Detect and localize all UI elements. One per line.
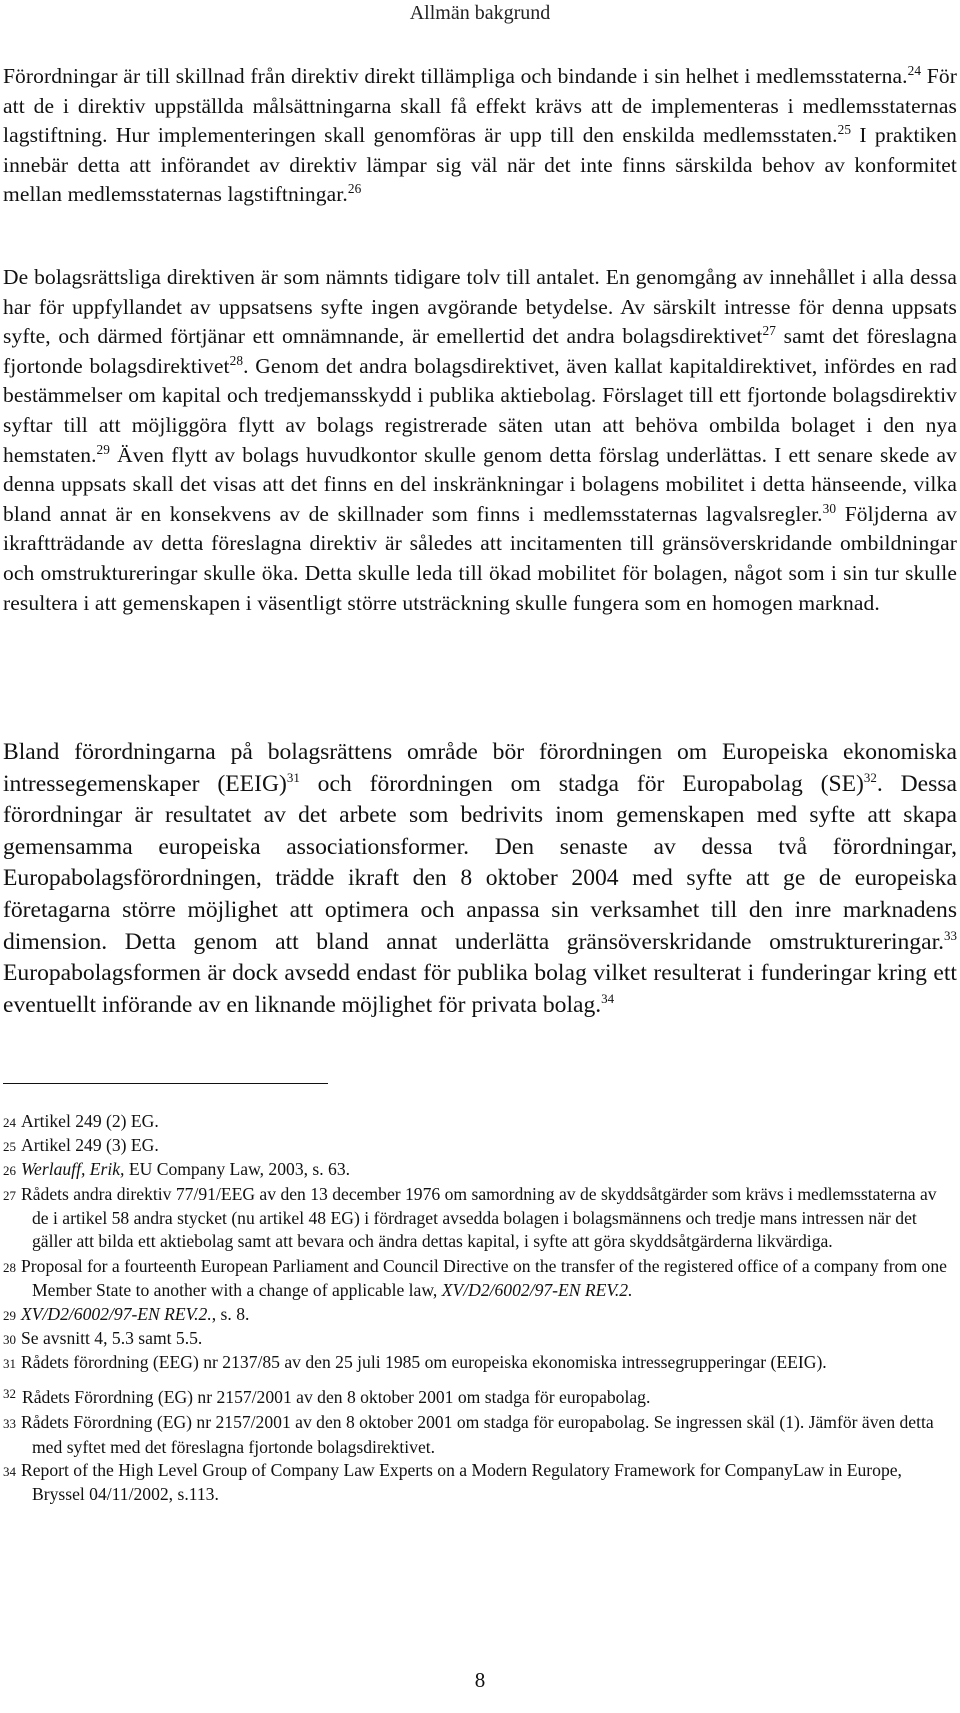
footnote-number: 28 xyxy=(3,1260,16,1276)
footnote-number: 30 xyxy=(3,1331,16,1347)
footnote-27 xyxy=(3,1183,957,1254)
footnote-ref-33[interactable]: 33 xyxy=(944,927,957,943)
footnote-number: 34 xyxy=(3,1463,16,1479)
footnote-ref-24[interactable]: 24 xyxy=(907,62,922,78)
paragraph-forordningar xyxy=(3,737,957,1021)
paragraph-text: . Dessa förordningar är resultatet av det arbete som bedrivits inom gemenskapen med syfte att skapa gemensamma europeiska associationsformer. Den senaste av dessa två förordningar, Europabolagsförordningen, trädde ikraft den 8 oktober 2004 med syfte att ge de europeiska företagarna större möjlighet att optimera och anpassa sin verksamhet till den inre marknadens dimension. Detta genom att bland annat underlätta gränsöverskridande omstruktureringar. xyxy=(3,770,957,955)
footnote-33 xyxy=(3,1411,957,1458)
footnote-number: 27 xyxy=(3,1187,16,1203)
footnote-26 xyxy=(3,1158,957,1182)
footnote-text: Rådets Förordning (EG) nr 2157/2001 av den 8 oktober 2001 om stadga för europabolag. Se ingressen skäl (1). Jämför även detta med syftet med det föreslagna fjortonde bolagsdirektivet. xyxy=(21,1412,934,1457)
paragraph-text: och förordningen om stadga för Europabolag (SE) xyxy=(299,770,864,797)
footnote-text: Rådets andra direktiv 77/91/EEG av den 13 december 1976 om samordning av de skyddsåtgärder som krävs i medlemsstaterna av de i artikel 58 andra stycket (nu artikel 48 EG) i fördraget avsedda bolagen i bolagsmännens och tredje mans intressen när det gäller att bilda ett aktiebolag samt att bevara och ändra dettas kapital, i syfte att göra skyddsåtgärderna likvärdiga. xyxy=(21,1183,937,1252)
footnote-text: , s. 8. xyxy=(211,1303,250,1324)
footnote-34 xyxy=(3,1459,957,1506)
footnote-ref-26[interactable]: 26 xyxy=(347,181,362,197)
footnote-29 xyxy=(3,1303,957,1327)
footnote-ref-27[interactable]: 27 xyxy=(762,323,776,339)
footnote-text: Proposal for a fourteenth European Parliament and Council Directive on the transfer of the registered office of a company from one Member State to another with a change of applicable law, xyxy=(21,1256,947,1301)
footnote-number: 24 xyxy=(3,1115,16,1130)
footnote-24 xyxy=(3,1110,957,1134)
footnote-number: 29 xyxy=(3,1307,16,1323)
footnote-text: EU Company Law, 2003, s. 63. xyxy=(124,1159,351,1180)
footnote-text: Se avsnitt 4, 5.3 samt 5.5. xyxy=(21,1327,203,1348)
footnote-number: 31 xyxy=(3,1356,16,1372)
footnote-ref-32[interactable]: 32 xyxy=(863,769,877,785)
footnote-ref-31[interactable]: 31 xyxy=(286,769,300,785)
footnote-number: 32 xyxy=(3,1386,16,1402)
footnote-text: Rådets förordning (EEG) nr 2137/85 av den 25 juli 1985 om europeiska ekonomiska intressegrupperingar (EEIG). xyxy=(21,1352,827,1373)
paragraph-text: samt det föreslagna fjortonde bolagsdirektivet xyxy=(3,324,957,378)
footnote-ref-28[interactable]: 28 xyxy=(229,352,244,368)
paragraph-text: Europabolagsformen är dock avsedd endast för publika bolag vilket resulterat i funderingar kring ett eventuellt införande av en liknande möjlighet för privata bolag. xyxy=(3,960,957,1018)
paragraph-text: De bolagsrättsliga direktiven är som nämnts tidigare tolv till antalet. En genomgång av innehållet i alla dessa har för uppfyllandet av uppsatsens syfte ingen avgörande betydelse. Av särskilt intresse för denna uppsats syfte, och därmed förtjänar ett omnämnande, är emellertid det andra bolagsdirektivet xyxy=(3,265,957,349)
footnote-text: Report of the High Level Group of Company Law Experts on a Modern Regulatory Framework for CompanyLaw in Europe, Bryssel 04/11/2002, s.113. xyxy=(21,1459,902,1505)
footnote-text: Artikel 249 (3) EG. xyxy=(21,1135,159,1156)
footnote-separator xyxy=(3,1083,328,1084)
page-number: 8 xyxy=(474,1668,486,1692)
footnote-28 xyxy=(3,1255,957,1302)
paragraph-direktiv xyxy=(3,62,957,210)
footnote-25 xyxy=(3,1134,957,1158)
paragraph-text: Även flytt av bolags huvudkontor skulle genom detta förslag underlättas. I ett senare skede av denna uppsats skall det visas att det finns en del inskränkningar i bolagens mobilitet i detta hänseende, vilka bland annat är en konsekvens av de skillnader som finns i medlemsstaternas lagvalsregler. xyxy=(3,442,957,526)
footnote-text: Artikel 249 (2) EG. xyxy=(21,1111,159,1131)
footnote-ref-29[interactable]: 29 xyxy=(96,441,111,457)
running-header: Allmän bakgrund xyxy=(409,2,551,24)
footnote-author: Werlauff, Erik, xyxy=(21,1159,125,1180)
footnote-reference-code: XV/D2/6002/97-EN REV.2. xyxy=(441,1280,633,1301)
footnote-number: 25 xyxy=(3,1139,16,1155)
footnote-31 xyxy=(3,1351,957,1375)
paragraph-text: För att de i direktiv uppställda målsättningarna skall få effekt krävs att de implementeras i medlemsstaternas lagstiftning. Hur implementeringen skall genomföras är upp till den enskilda medlemsstaten. xyxy=(3,64,957,148)
paragraph-text: Förordningar är till skillnad från direktiv direkt tillämpliga och bindande i sin helhet i medlemsstaterna. xyxy=(3,64,908,88)
footnote-number: 33 xyxy=(3,1416,16,1432)
paragraph-bolagsdirektiv xyxy=(3,263,957,618)
paragraph-text: . Genom det andra bolagsdirektivet, även kallat kapitaldirektivet, infördes en rad bestämmelser om kapital och tredjemansskydd i publika aktiebolag. Förslaget till ett fjortonde bolagsdirektiv syftar till att möjliggöra flytt av bolags registrerade säten utan att behöva ombilda bolaget i den nya hemstaten. xyxy=(3,353,957,467)
paragraph-text: Bland förordningarna på bolagsrättens område bör förordningen om Europeiska ekonomiska intressegemenskaper (EEIG) xyxy=(3,739,957,797)
footnote-ref-34[interactable]: 34 xyxy=(601,990,615,1006)
footnote-ref-25[interactable]: 25 xyxy=(837,122,852,138)
footnote-number: 26 xyxy=(3,1163,16,1179)
footnote-32 xyxy=(3,1382,957,1409)
footnotes xyxy=(3,1110,957,1506)
footnote-reference-code: XV/D2/6002/97-EN REV.2. xyxy=(21,1303,212,1324)
paragraph-text: Följderna av ikraftträdande av detta föreslagna direktiv är således att incitamenten till gränsöverskridande ombildningar och omstruktureringar skulle öka. Detta skulle leda till ökad mobilitet för bolagen, något som i sin tur skulle resultera i att gemenskapen i väsentligt större utsträckning skulle fungera som en homogen marknad. xyxy=(3,501,957,615)
footnote-30 xyxy=(3,1327,957,1351)
footnote-ref-30[interactable]: 30 xyxy=(822,500,837,516)
footnote-text: Rådets Förordning (EG) nr 2157/2001 av den 8 oktober 2001 om stadga för europabolag. xyxy=(22,1387,651,1408)
paragraph-text: I praktiken innebär detta att införandet av direktiv lämpar sig väl när det inte finns särskilda behov av konformitet mellan medlemsstaternas lagstiftningar. xyxy=(3,123,957,207)
